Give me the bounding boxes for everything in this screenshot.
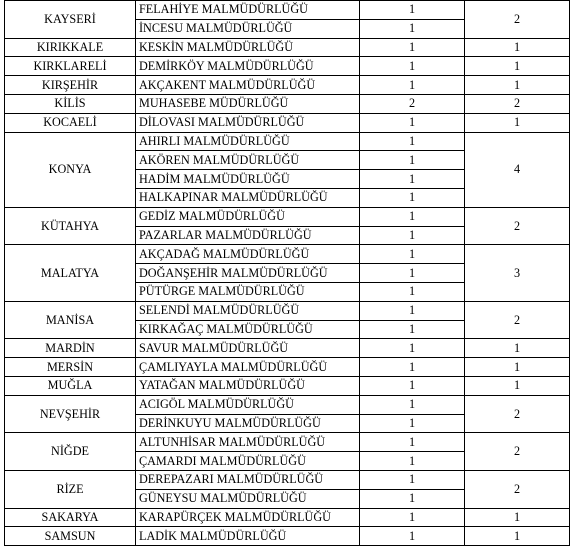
office-name-cell: AKÇADAĞ MALMÜDÜRLÜĞÜ bbox=[136, 245, 360, 264]
office-name-cell: DEREPAZARI MALMÜDÜRLÜĞÜ bbox=[136, 470, 360, 489]
city-cell: KIRIKKALE bbox=[5, 38, 136, 57]
office-name-cell: DERİNKUYU MALMÜDÜRLÜĞÜ bbox=[136, 414, 360, 433]
office-name-cell: İNCESU MALMÜDÜRLÜĞÜ bbox=[136, 19, 360, 38]
office-count-cell: 1 bbox=[360, 188, 465, 207]
office-count-cell: 1 bbox=[360, 320, 465, 339]
office-count-cell: 2 bbox=[360, 94, 465, 113]
office-count-cell: 1 bbox=[360, 470, 465, 489]
office-name-cell: SELENDİ MALMÜDÜRLÜĞÜ bbox=[136, 301, 360, 320]
table-row bbox=[5, 470, 570, 489]
office-name-cell: ACIGÖL MALMÜDÜRLÜĞÜ bbox=[136, 395, 360, 414]
office-count-cell: 1 bbox=[360, 38, 465, 57]
office-count-cell: 1 bbox=[360, 282, 465, 301]
office-count-cell: 1 bbox=[360, 433, 465, 452]
table-row bbox=[5, 339, 570, 358]
city-total-cell: 2 bbox=[465, 470, 570, 508]
city-cell: MARDİN bbox=[5, 339, 136, 358]
city-total-cell: 1 bbox=[465, 376, 570, 395]
city-total-cell: 1 bbox=[465, 38, 570, 57]
city-total-cell: 1 bbox=[465, 57, 570, 76]
table-row bbox=[5, 207, 570, 226]
office-name-cell: PÜTÜRGE MALMÜDÜRLÜĞÜ bbox=[136, 282, 360, 301]
office-name-cell: DİLOVASI MALMÜDÜRLÜĞÜ bbox=[136, 113, 360, 132]
table-body bbox=[5, 1, 570, 546]
city-total-cell: 1 bbox=[465, 339, 570, 358]
office-count-cell: 1 bbox=[360, 301, 465, 320]
office-name-cell: GEDİZ MALMÜDÜRLÜĞÜ bbox=[136, 207, 360, 226]
city-cell: KOCAELİ bbox=[5, 113, 136, 132]
table-row bbox=[5, 376, 570, 395]
city-cell: MANİSA bbox=[5, 301, 136, 339]
table-row bbox=[5, 38, 570, 57]
table-row bbox=[5, 301, 570, 320]
table-row bbox=[5, 132, 570, 151]
office-count-cell: 1 bbox=[360, 452, 465, 471]
office-name-cell: MUHASEBE MÜDÜRLÜĞÜ bbox=[136, 94, 360, 113]
table-row bbox=[5, 395, 570, 414]
table-row bbox=[5, 508, 570, 527]
office-name-cell: SAVUR MALMÜDÜRLÜĞÜ bbox=[136, 339, 360, 358]
office-allocation-table bbox=[4, 0, 570, 546]
office-name-cell: HADİM MALMÜDÜRLÜĞÜ bbox=[136, 170, 360, 189]
office-name-cell: ÇAMARDI MALMÜDÜRLÜĞÜ bbox=[136, 452, 360, 471]
city-cell: MUĞLA bbox=[5, 376, 136, 395]
office-name-cell: KESKİN MALMÜDÜRLÜĞÜ bbox=[136, 38, 360, 57]
table-row bbox=[5, 76, 570, 95]
office-count-cell: 1 bbox=[360, 113, 465, 132]
office-name-cell: YATAĞAN MALMÜDÜRLÜĞÜ bbox=[136, 376, 360, 395]
table-row bbox=[5, 358, 570, 377]
city-cell: MERSİN bbox=[5, 358, 136, 377]
office-count-cell: 1 bbox=[360, 264, 465, 283]
office-count-cell: 1 bbox=[360, 207, 465, 226]
table-row bbox=[5, 245, 570, 264]
office-name-cell: GÜNEYSU MALMÜDÜRLÜĞÜ bbox=[136, 489, 360, 508]
city-total-cell: 2 bbox=[465, 301, 570, 339]
city-total-cell: 2 bbox=[465, 433, 570, 471]
city-total-cell: 4 bbox=[465, 132, 570, 207]
office-name-cell: ALTUNHİSAR MALMÜDÜRLÜĞÜ bbox=[136, 433, 360, 452]
city-total-cell: 2 bbox=[465, 1, 570, 39]
table-row bbox=[5, 113, 570, 132]
table-row bbox=[5, 94, 570, 113]
city-cell: NEVŞEHİR bbox=[5, 395, 136, 433]
table-row bbox=[5, 433, 570, 452]
city-cell: SAKARYA bbox=[5, 508, 136, 527]
office-name-cell: AKÖREN MALMÜDÜRLÜĞÜ bbox=[136, 151, 360, 170]
city-cell: KÜTAHYA bbox=[5, 207, 136, 245]
city-cell: RİZE bbox=[5, 470, 136, 508]
table-row bbox=[5, 527, 570, 546]
city-total-cell: 1 bbox=[465, 527, 570, 546]
office-count-cell: 1 bbox=[360, 132, 465, 151]
city-cell: SAMSUN bbox=[5, 527, 136, 546]
office-name-cell: AKÇAKENT MALMÜDÜRLÜĞÜ bbox=[136, 76, 360, 95]
city-total-cell: 2 bbox=[465, 94, 570, 113]
office-count-cell: 1 bbox=[360, 376, 465, 395]
office-name-cell: HALKAPINAR MALMÜDÜRLÜĞÜ bbox=[136, 188, 360, 207]
city-cell: KAYSERİ bbox=[5, 1, 136, 39]
city-total-cell: 1 bbox=[465, 76, 570, 95]
office-count-cell: 1 bbox=[360, 508, 465, 527]
city-cell: KIRŞEHİR bbox=[5, 76, 136, 95]
table-row bbox=[5, 1, 570, 20]
office-count-cell: 1 bbox=[360, 245, 465, 264]
city-total-cell: 2 bbox=[465, 207, 570, 245]
table-row bbox=[5, 57, 570, 76]
office-count-cell: 1 bbox=[360, 527, 465, 546]
office-count-cell: 1 bbox=[360, 358, 465, 377]
office-count-cell: 1 bbox=[360, 1, 465, 20]
office-name-cell: LADİK MALMÜDÜRLÜĞÜ bbox=[136, 527, 360, 546]
office-name-cell: KARAPÜRÇEK MALMÜDÜRLÜĞÜ bbox=[136, 508, 360, 527]
city-cell: NİĞDE bbox=[5, 433, 136, 471]
office-count-cell: 1 bbox=[360, 339, 465, 358]
city-cell: MALATYA bbox=[5, 245, 136, 301]
city-total-cell: 1 bbox=[465, 113, 570, 132]
office-count-cell: 1 bbox=[360, 170, 465, 189]
office-count-cell: 1 bbox=[360, 57, 465, 76]
city-total-cell: 2 bbox=[465, 395, 570, 433]
city-total-cell: 3 bbox=[465, 245, 570, 301]
office-count-cell: 1 bbox=[360, 226, 465, 245]
office-count-cell: 1 bbox=[360, 76, 465, 95]
office-name-cell: ÇAMLIYAYLA MALMÜDÜRLÜĞÜ bbox=[136, 358, 360, 377]
office-count-cell: 1 bbox=[360, 395, 465, 414]
office-name-cell: AHIRLI MALMÜDÜRLÜĞÜ bbox=[136, 132, 360, 151]
city-total-cell: 1 bbox=[465, 358, 570, 377]
city-total-cell: 1 bbox=[465, 508, 570, 527]
office-count-cell: 1 bbox=[360, 414, 465, 433]
office-count-cell: 1 bbox=[360, 489, 465, 508]
office-name-cell: DEMİRKÖY MALMÜDÜRLÜĞÜ bbox=[136, 57, 360, 76]
city-cell: KONYA bbox=[5, 132, 136, 207]
office-count-cell: 1 bbox=[360, 151, 465, 170]
office-name-cell: FELAHİYE MALMÜDÜRLÜĞÜ bbox=[136, 1, 360, 20]
city-cell: KIRKLARELİ bbox=[5, 57, 136, 76]
office-name-cell: DOĞANŞEHİR MALMÜDÜRLÜĞÜ bbox=[136, 264, 360, 283]
city-cell: KİLİS bbox=[5, 94, 136, 113]
office-name-cell: PAZARLAR MALMÜDÜRLÜĞÜ bbox=[136, 226, 360, 245]
office-count-cell: 1 bbox=[360, 19, 465, 38]
office-name-cell: KIRKAĞAÇ MALMÜDÜRLÜĞÜ bbox=[136, 320, 360, 339]
